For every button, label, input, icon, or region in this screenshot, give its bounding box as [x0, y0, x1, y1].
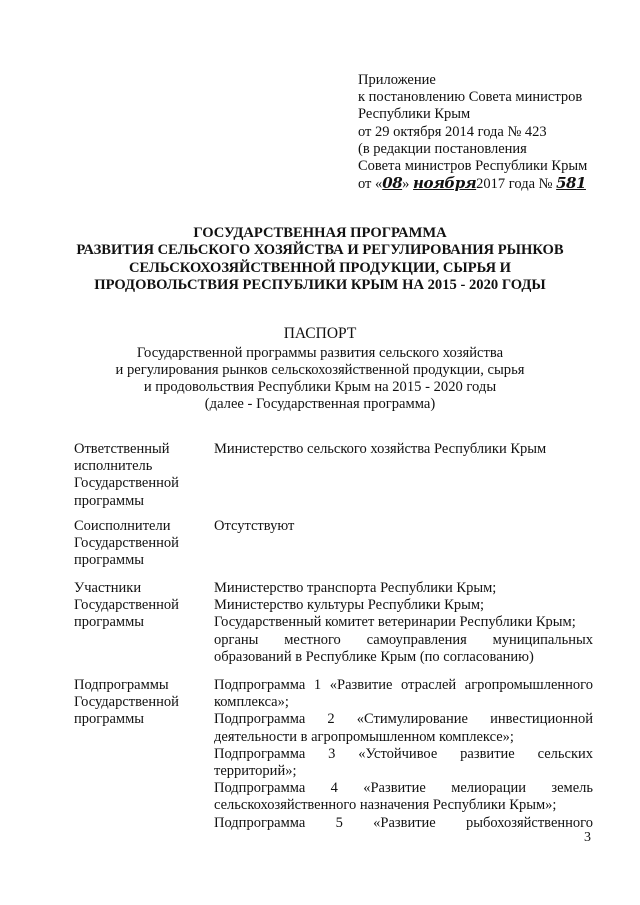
row-label: [74, 441, 204, 510]
appendix-line: (в редакции постановления: [358, 140, 527, 157]
row-content: [214, 677, 593, 832]
label-line: Участники: [74, 580, 142, 596]
content-line: Министерство сельского хозяйства Республики Крым: [214, 441, 547, 457]
passport-line: и регулирования рынков сельскохозяйственной продукции, сырья: [115, 362, 525, 378]
handwritten-month: ноября: [413, 174, 477, 193]
appendix-line: Республики Крым: [358, 106, 471, 123]
page-number: 3: [584, 830, 591, 845]
appendix-line: Приложение: [358, 72, 436, 88]
passport-line: и продовольствия Республики Крым на 2015 - 2020 годы: [143, 379, 497, 395]
date-quote: »: [402, 176, 410, 193]
date-prefix: от «: [358, 176, 383, 193]
content-line: образований в Республике Крым (по согласованию): [214, 648, 534, 665]
content-line: Министерство культуры Республики Крым;: [214, 597, 485, 614]
content-line: Отсутствуют: [214, 518, 295, 534]
content-line: органы местного самоуправления муниципальных: [214, 631, 593, 648]
date-year: 2017 года №: [476, 176, 553, 193]
passport-line: (далее - Государственная программа): [204, 396, 436, 412]
appendix-line: к постановлению Совета министров: [358, 89, 583, 106]
row-label: [74, 518, 204, 570]
content-line: Подпрограмма 3 «Устойчивое развитие сельских: [214, 745, 593, 762]
title-line: ГОСУДАРСТВЕННАЯ ПРОГРАММА: [193, 225, 447, 241]
program-title: [60, 225, 580, 295]
label-line: исполнитель: [74, 458, 153, 475]
content-line: сельскохозяйственного назначения Республики Крым»;: [214, 797, 557, 814]
label-line: программы: [74, 614, 144, 631]
title-line: ПРОДОВОЛЬСТВИЯ РЕСПУБЛИКИ КРЫМ НА 2015 - 2020 ГОДЫ: [94, 277, 546, 294]
passport-line: Государственной программы развития сельского хозяйства: [136, 345, 504, 361]
content-line: Подпрограмма 2 «Стимулирование инвестиционной: [214, 711, 593, 728]
label-line: программы: [74, 492, 144, 509]
label-line: Соисполнители: [74, 518, 171, 534]
appendix-header: [358, 72, 618, 193]
content-line: комплекса»;: [214, 694, 289, 711]
handwritten-day: 08: [382, 174, 403, 193]
row-content: [214, 580, 593, 666]
content-line: Подпрограмма 4 «Развитие мелиорации земель: [214, 780, 593, 797]
row-label: [74, 580, 204, 632]
content-line: Министерство транспорта Республики Крым;: [214, 580, 497, 596]
appendix-line: от 29 октября 2014 года № 423: [358, 123, 547, 140]
title-line: РАЗВИТИЯ СЕЛЬСКОГО ХОЗЯЙСТВА И РЕГУЛИРОВАНИЯ РЫНКОВ: [76, 242, 564, 259]
handwritten-number: 581: [556, 174, 586, 193]
row-label: [74, 677, 204, 729]
title-line: СЕЛЬСКОХОЗЯЙСТВЕННОЙ ПРОДУКЦИИ, СЫРЬЯ И: [128, 259, 512, 276]
label-line: программы: [74, 711, 144, 728]
label-line: Ответственный: [74, 441, 170, 457]
label-line: Государственной: [74, 694, 179, 711]
content-line: Подпрограмма 1 «Развитие отраслей агропромышленного: [214, 677, 593, 693]
row-content: [214, 441, 593, 458]
passport-heading: ПАСПОРТ: [283, 325, 357, 342]
content-line: деятельности в агропромышленном комплексе»;: [214, 728, 514, 745]
label-line: Государственной: [74, 475, 179, 492]
label-line: программы: [74, 552, 144, 569]
content-line: Государственный комитет ветеринарии Республики Крым;: [214, 614, 576, 631]
label-line: Подпрограммы: [74, 677, 169, 693]
content-line: Подпрограмма 5 «Развитие рыбохозяйственного: [214, 814, 593, 831]
row-content: [214, 518, 593, 535]
label-line: Государственной: [74, 535, 179, 552]
content-line: территорий»;: [214, 763, 297, 780]
appendix-date-line: [358, 175, 618, 193]
label-line: Государственной: [74, 597, 179, 614]
appendix-line: Совета министров Республики Крым: [358, 158, 588, 175]
passport-heading-block: [60, 325, 580, 413]
